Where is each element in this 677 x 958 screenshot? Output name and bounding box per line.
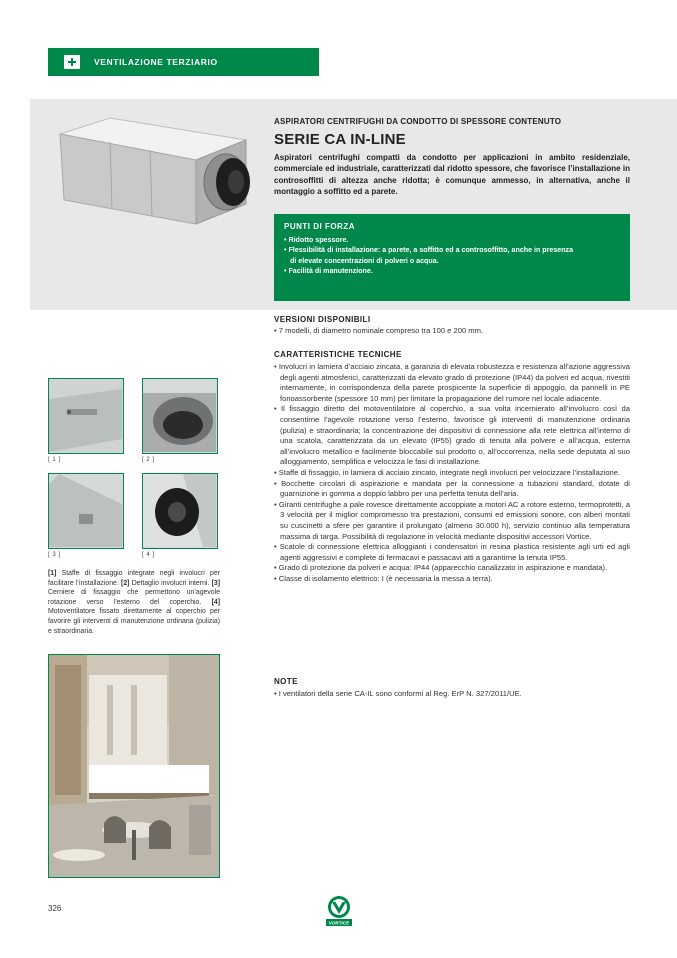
versions-text: • 7 modelli, di diametro nominale compreso tra 100 e 200 mm.	[274, 326, 484, 335]
strengths-item: • Ridotto spessore.	[284, 236, 349, 244]
detail-image-4	[142, 473, 218, 549]
thumb-label-2: [ 2 ]	[142, 457, 155, 463]
caption-number: [3]	[211, 579, 221, 587]
tech-item: • Involucri in lamiera d’acciaio zincata, a garanzia di elevata robustezza e resistenza all’azione aggressiva degli agenti atmosferici, caratterizzati da elevato grado di protezione (IP44) da polveri ed acqua, rivestiti internamente, in corrispondenza della parete prospicente la superficie di appoggio, da pannelli in PE fonoassorbente (spessore 10 mm) per limitare la propagazione del rumore nel locale adiacente.	[274, 362, 630, 403]
versions-heading: VERSIONI DISPONIBILI	[274, 315, 371, 324]
pre-title-part-2: DA CONDOTTO	[386, 117, 448, 126]
notes-heading: NOTE	[274, 677, 298, 686]
page-title: SERIE CA IN-LINE	[274, 131, 406, 148]
product-image	[50, 112, 256, 232]
tech-item: • Grado di protezione da polveri e acqua: IP44 (apparecchio canalizzato in aspirazione e mandata).	[274, 563, 608, 573]
detail-image-1	[48, 378, 124, 454]
tech-item: • Giranti centrifughe a pale rovesce direttamente accoppiate a motori AC a rotore esterno, termoprotetti, a 3 velocità per il miglior compromesso tra prestazioni, consumi ed emissioni sonore, con alberi montati su cuscinetti a sfere per garantire il prolungato (almeno 30.000 h), servizio continuo alla temperatura massima di targa. Possibilità di regolazione in velocità mediante dispositivi accessori Vortice.	[274, 499, 630, 541]
tech-item: • Il fissaggio diretto del motoventilatore al coperchio, a sua volta incernierato all’involucro così da consentirne l’agevole rotazione verso l’esterno, favorisce gli interventi di manutenzione ordinaria (pulizia) e straordinaria; la concentrazione dei dispositivi di connessione alla rete elettrica all’interno di una scatola, caratterizzata da un elevato (IP55) grado di tenuta alla polvere e all’acqua, esterna all’involucro metallico e facilmente bloccabile sul prodotto o, all’occorrenza, nella sede deputata al suo alloggiamento, semplifica e velocizza le fasi di installazione.	[274, 404, 630, 467]
detail-image-3	[48, 473, 124, 549]
tech-item: • Bocchette circolari di aspirazione e mandata per la connessione a tubazioni standard, dotate di guarnizione in gomma a doppio labbro per una perfetta tenuta dell’aria.	[274, 478, 630, 499]
thumb-label-3: [ 3 ]	[48, 552, 61, 558]
tech-item: • Classe di isolamento elettrico: I (è necessaria la messa a terra).	[274, 573, 493, 583]
strengths-item: • Facilità di manutenzione.	[284, 267, 373, 276]
page-number: 326	[48, 904, 62, 913]
svg-text:VORTICE: VORTICE	[328, 920, 350, 926]
strengths-heading: PUNTI DI FORZA	[284, 222, 355, 231]
strengths-box	[274, 214, 630, 301]
caption-text: Dettaglio involucri interni.	[129, 579, 212, 587]
section-label: VENTILAZIONE TERZIARIO	[94, 57, 218, 67]
pre-title-part-3: DI SPESSORE CONTENUTO	[447, 117, 562, 126]
strengths-item: di elevate concentrazioni di polveri o acqua.	[290, 256, 439, 265]
pre-title	[274, 117, 561, 126]
tech-item: • Scatole di connessione elettrica alloggianti i condensatori in resina plastica resistente agli urti ed agli agenti aggressivi e complete di fermacavi e passacavi atti a garantirne la tenuta IP55.	[274, 542, 630, 562]
tech-heading: CARATTERISTICHE TECNICHE	[274, 350, 402, 359]
detail-image-2	[142, 378, 218, 454]
caption-number: [1]	[48, 570, 57, 577]
caption-text: Staffe di fissaggio integrate negli involucri per facilitare l’installazione.	[48, 570, 220, 587]
vortice-logo	[325, 895, 353, 927]
intro-text: Aspiratori centrifughi compatti da condotto per applicazioni in ambito residenziale, commerciale ed industriale, caratterizzati dal ridotto spessore, che favorisce l’installazione in controsoffitti di altezza anche ridotta; è comunque ammesso, in alternativa, anche il montaggio a soffitto ed a parete.	[274, 153, 630, 197]
caption-text: Motoventilatore fissato direttamente al coperchio per favorire gli interventi di manutenzione ordinaria (pulizia) e straordinaria.	[48, 608, 220, 635]
thumb-label-1: [ 1 ]	[48, 457, 61, 463]
ventilation-plus-icon	[64, 55, 80, 69]
notes-text: • I ventilatori della serie CA-IL sono conformi al Reg. ErP N. 327/2011/UE.	[274, 689, 522, 698]
thumb-label-4: [ 4 ]	[142, 552, 155, 558]
caption-number: [4]	[211, 598, 220, 606]
caption-text: Cerniere di fissaggio che permettono un’agevole rotazione verso l’esterno del coperchio.	[48, 589, 220, 606]
section-tab	[48, 48, 319, 76]
pre-title-part-1: ASPIRATORI CENTRIFUGHI	[274, 117, 387, 126]
strengths-item: • Flessibilità di installazione: a parete, a soffitto ed a controsoffitto, anche in presenza	[284, 246, 574, 255]
caption-number: [2]	[121, 579, 130, 587]
images-caption	[48, 569, 220, 636]
tech-item: • Staffe di fissaggio, in lamiera di acciaio zincato, integrate negli involucri per velocizzare l’installazione.	[274, 467, 621, 477]
restaurant-photo	[48, 654, 220, 878]
tech-list	[274, 362, 630, 584]
